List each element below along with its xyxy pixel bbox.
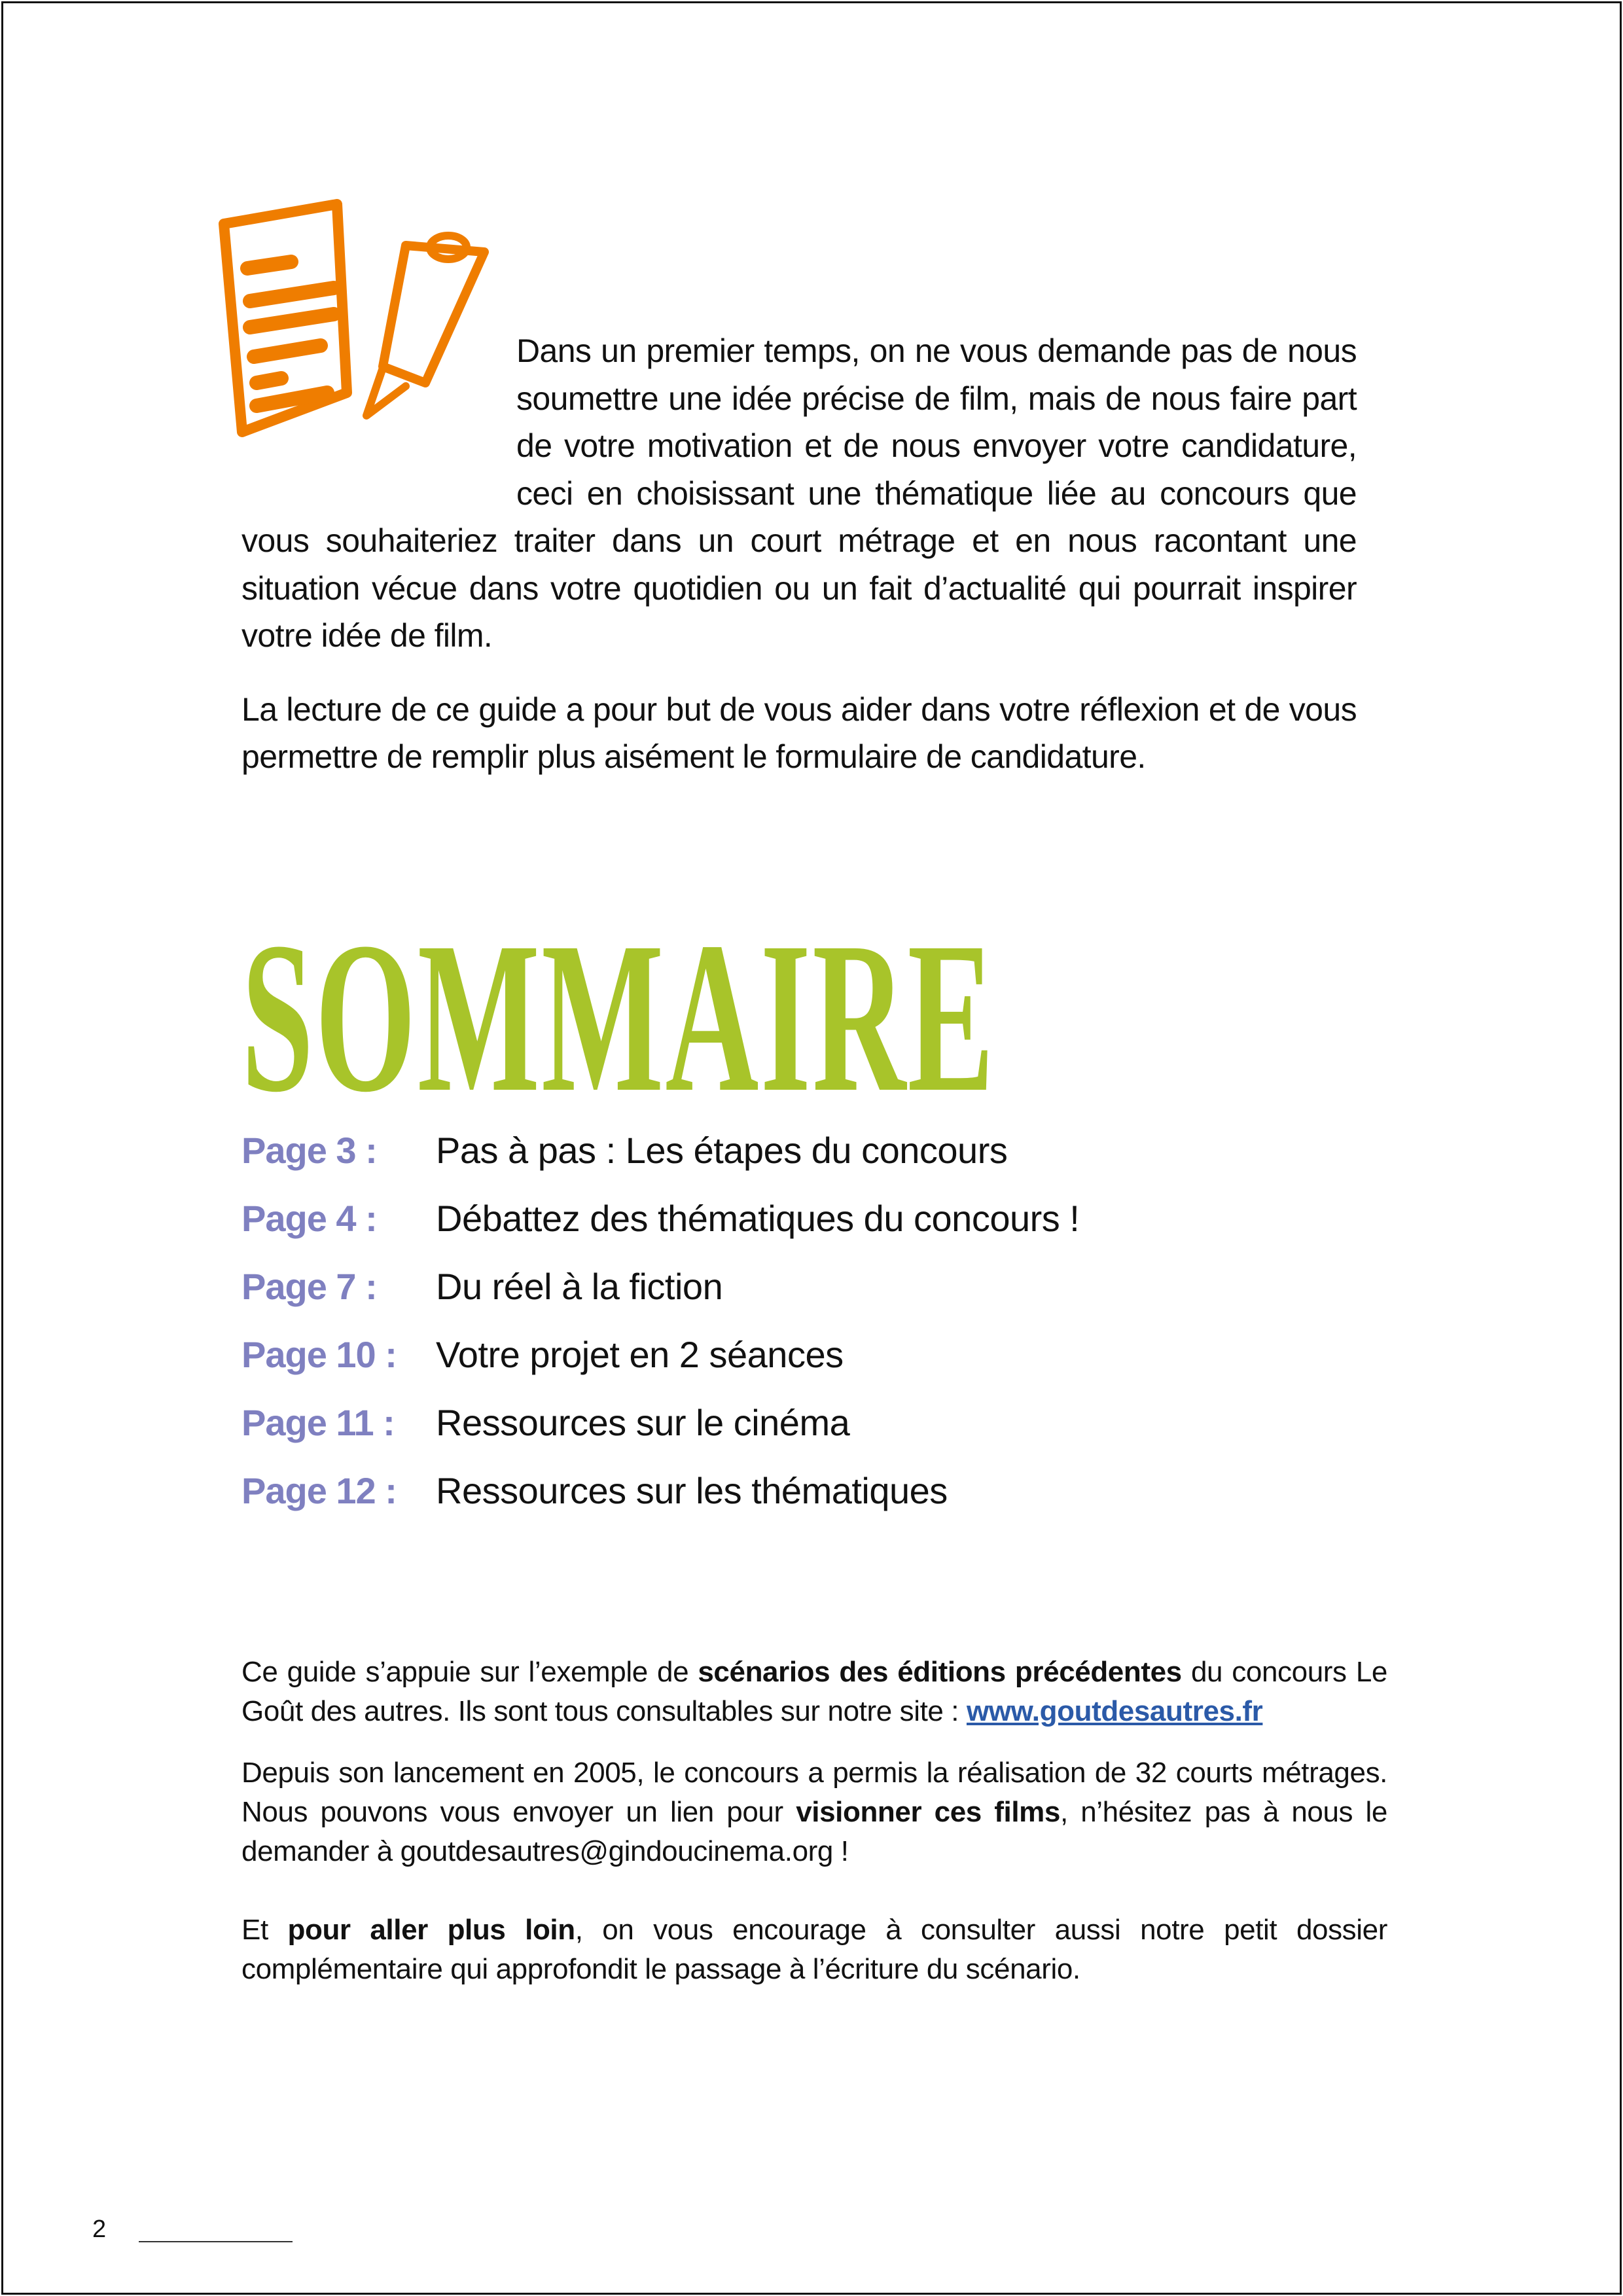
bold-text: pour aller plus loin bbox=[287, 1914, 575, 1946]
bold-text: scénarios des éditions précédentes bbox=[698, 1656, 1182, 1688]
toc-item[interactable] bbox=[241, 1116, 1079, 1184]
table-of-contents bbox=[241, 1116, 1079, 1524]
toc-page: Page 3 : bbox=[241, 1129, 377, 1171]
bold-text: visionner ces films bbox=[796, 1796, 1060, 1828]
toc-title: Pas à pas : Les étapes du concours bbox=[436, 1129, 1008, 1171]
intro-text bbox=[241, 327, 1357, 807]
text: Depuis son lancement en 2005, le concours a permis la réalisation de 32 courts métrages. Nous pouvons vous envoyer un lien pour bbox=[241, 1757, 1387, 1828]
toc-title: Ressources sur les thématiques bbox=[436, 1469, 948, 1511]
intro-paragraph-2: La lecture de ce guide a pour but de vous aider dans votre réflexion et de vous permettre de remplir plus aisément le formulaire de candidature. bbox=[241, 691, 1357, 775]
toc-title: Votre projet en 2 séances bbox=[436, 1333, 844, 1375]
website-link[interactable]: www.goutdesautres.fr bbox=[966, 1695, 1263, 1727]
note-further bbox=[241, 1910, 1387, 1989]
text: du concours Le Goût des autres. Ils sont tous consultables sur notre site : bbox=[241, 1656, 1387, 1727]
toc-item[interactable] bbox=[241, 1388, 1079, 1456]
toc-title: Du réel à la fiction bbox=[436, 1265, 723, 1307]
toc-page: Page 7 : bbox=[241, 1265, 377, 1307]
toc-page: Page 11 : bbox=[241, 1401, 395, 1443]
text: Et bbox=[241, 1914, 288, 1946]
note-films bbox=[241, 1753, 1387, 1871]
note-scenarios bbox=[241, 1653, 1387, 1731]
toc-item[interactable] bbox=[241, 1456, 1079, 1524]
toc-title: Ressources sur le cinéma bbox=[436, 1401, 850, 1443]
intro-paragraph-1: Dans un premier temps, on ne vous demande pas de nous soumettre une idée précise de film, mais de nous faire part de votre motivation et de nous envoyer votre candidature, ceci en choisissant une thématique liée au concours que vous souhaiteriez traiter dans un court métrage et en nous racontant une situation vécue dans votre quotidien ou un fait d’actualité qui pourrait inspirer votre idée de film. bbox=[241, 332, 1357, 654]
summary-title: SOMMAIRE bbox=[241, 898, 996, 1137]
text: , n’hésitez pas à nous le demander à goutdesautres@gindoucinema.org ! bbox=[241, 1796, 1387, 1867]
toc-item[interactable] bbox=[241, 1252, 1079, 1320]
toc-page: Page 12 : bbox=[241, 1469, 397, 1511]
text: Ce guide s’appuie sur l’exemple de bbox=[241, 1656, 698, 1688]
text: , on vous encourage à consulter aussi notre petit dossier complémentaire qui approfondit le passage à l’écriture du scénario. bbox=[241, 1914, 1387, 1985]
toc-item[interactable] bbox=[241, 1184, 1079, 1252]
toc-title: Débattez des thématiques du concours ! bbox=[436, 1197, 1080, 1239]
toc-page: Page 4 : bbox=[241, 1197, 377, 1239]
toc-item[interactable] bbox=[241, 1320, 1079, 1388]
notes-section bbox=[241, 1653, 1387, 2011]
toc-page: Page 10 : bbox=[241, 1333, 397, 1375]
page-number: 2 bbox=[92, 2215, 107, 2243]
footer-rule bbox=[139, 2241, 293, 2242]
